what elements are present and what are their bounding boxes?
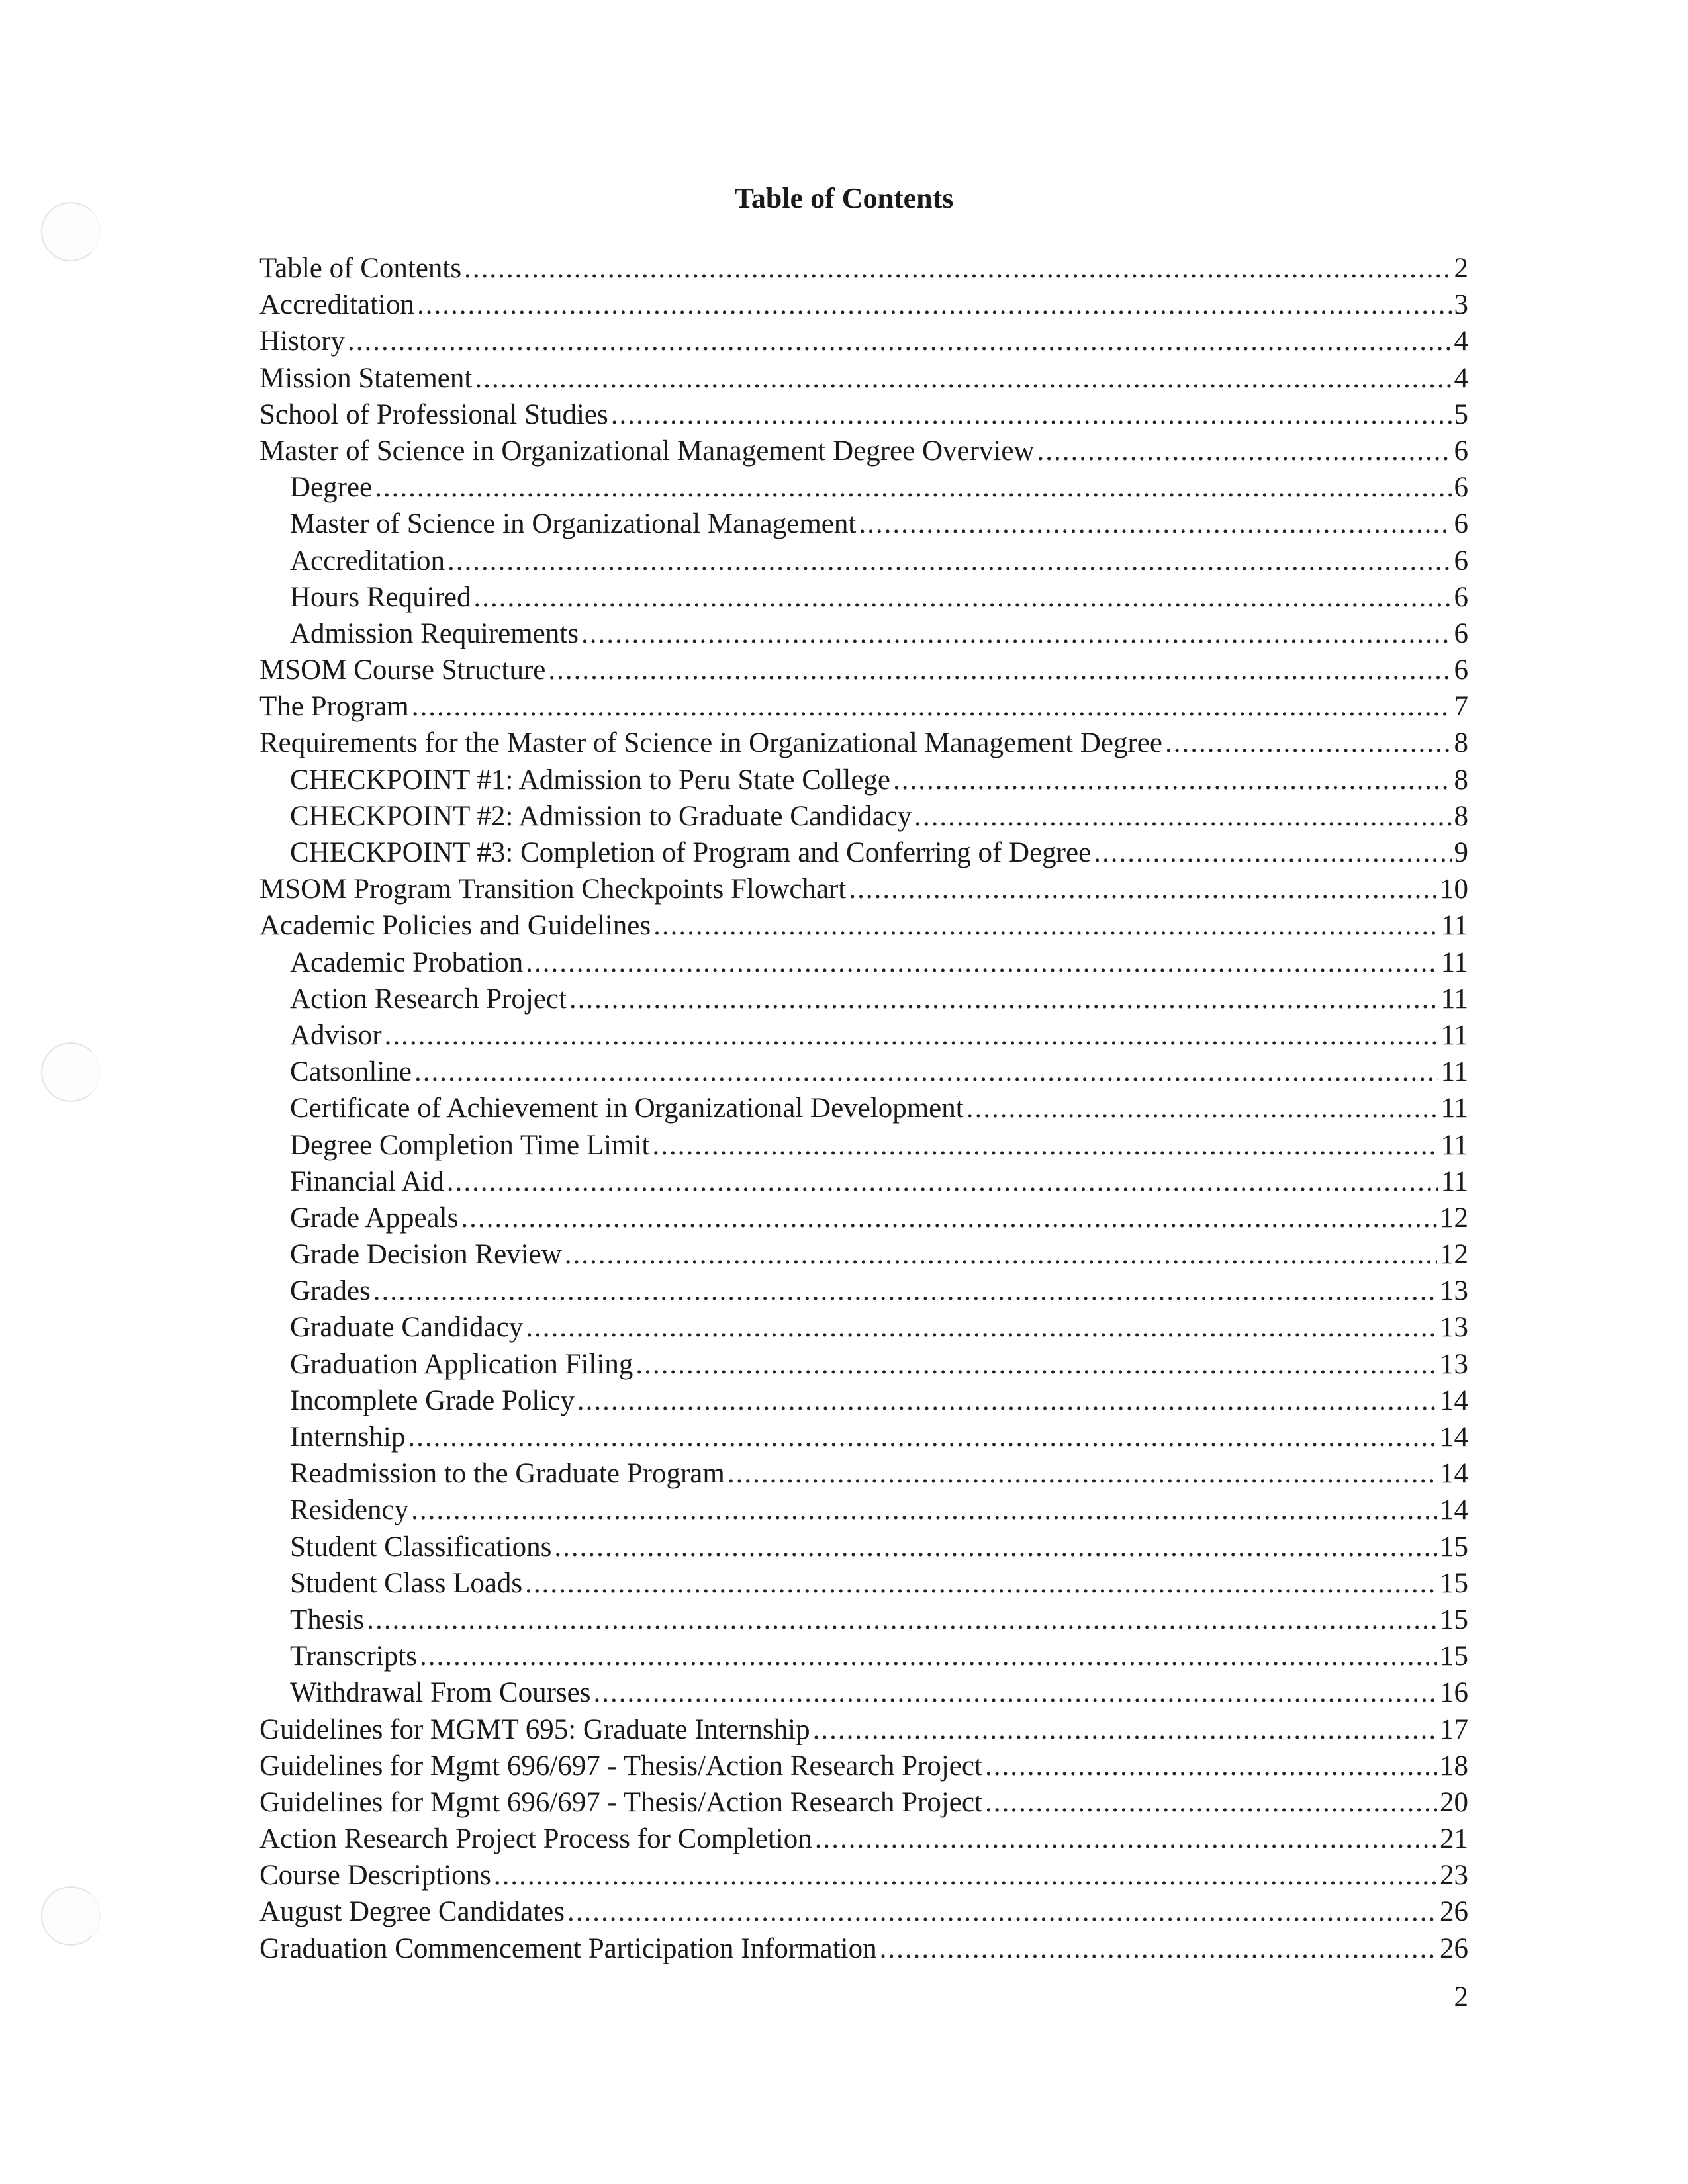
toc-dot-leader bbox=[526, 1309, 1437, 1345]
toc-entry bbox=[259, 1893, 1468, 1930]
toc-entry bbox=[259, 1273, 1468, 1309]
toc-entry-page: 14 bbox=[1440, 1458, 1468, 1490]
toc-dot-leader bbox=[1037, 433, 1452, 469]
toc-dot-leader bbox=[417, 287, 1451, 323]
toc-dot-leader bbox=[880, 1931, 1437, 1967]
toc-entry-label: Guidelines for Mgmt 696/697 - Thesis/Action Research Project bbox=[259, 1750, 982, 1782]
toc-dot-leader bbox=[464, 250, 1451, 287]
toc-entry-label: Withdrawal From Courses bbox=[290, 1677, 591, 1709]
toc-dot-leader bbox=[412, 688, 1452, 725]
toc-entry-label: Action Research Project bbox=[290, 983, 567, 1015]
toc-entry bbox=[259, 944, 1468, 981]
toc-dot-leader bbox=[348, 323, 1452, 359]
toc-entry-label: Admission Requirements bbox=[290, 617, 579, 649]
toc-entry-page: 18 bbox=[1440, 1750, 1468, 1782]
toc-entry-page: 26 bbox=[1440, 1896, 1468, 1928]
toc-entry-label: The Program bbox=[259, 691, 409, 723]
toc-entry-label: Transcripts bbox=[290, 1641, 417, 1672]
table-of-contents-list bbox=[259, 250, 1468, 1967]
toc-dot-leader bbox=[447, 543, 1451, 579]
toc-dot-leader bbox=[526, 944, 1438, 981]
toc-entry bbox=[259, 725, 1468, 761]
toc-dot-leader bbox=[525, 1565, 1437, 1602]
toc-entry-label: Academic Policies and Guidelines bbox=[259, 910, 651, 942]
toc-dot-leader bbox=[461, 1200, 1437, 1236]
toc-dot-leader bbox=[414, 1054, 1438, 1090]
toc-entry-page: 21 bbox=[1440, 1823, 1468, 1855]
toc-entry-page: 6 bbox=[1454, 581, 1468, 613]
toc-entry bbox=[259, 579, 1468, 615]
toc-entry bbox=[259, 1127, 1468, 1163]
toc-entry bbox=[259, 1492, 1468, 1528]
toc-dot-leader bbox=[635, 1346, 1437, 1383]
toc-entry bbox=[259, 1602, 1468, 1638]
toc-entry-label: CHECKPOINT #2: Admission to Graduate Candidacy bbox=[290, 800, 912, 832]
toc-entry-label: Student Classifications bbox=[290, 1531, 552, 1563]
toc-entry-label: Graduation Commencement Participation Information bbox=[259, 1933, 877, 1964]
toc-entry-page: 11 bbox=[1440, 1165, 1468, 1197]
toc-entry bbox=[259, 469, 1468, 506]
toc-dot-leader bbox=[653, 907, 1438, 944]
toc-entry-label: Table of Contents bbox=[259, 253, 462, 284]
toc-entry bbox=[259, 1565, 1468, 1602]
toc-entry-label: Action Research Project Process for Completion bbox=[259, 1823, 812, 1855]
toc-entry bbox=[259, 835, 1468, 871]
toc-dot-leader bbox=[385, 1017, 1438, 1054]
toc-entry-label: Mission Statement bbox=[259, 362, 473, 394]
toc-dot-leader bbox=[1094, 835, 1451, 871]
toc-dot-leader bbox=[859, 506, 1451, 542]
toc-entry-label: Readmission to the Graduate Program bbox=[290, 1458, 725, 1490]
toc-entry bbox=[259, 1163, 1468, 1200]
toc-dot-leader bbox=[408, 1419, 1437, 1455]
toc-dot-leader bbox=[849, 871, 1437, 907]
toc-entry bbox=[259, 360, 1468, 396]
toc-entry bbox=[259, 1419, 1468, 1455]
toc-entry-label: August Degree Candidates bbox=[259, 1896, 565, 1928]
toc-entry bbox=[259, 1090, 1468, 1126]
toc-entry bbox=[259, 1383, 1468, 1419]
toc-entry bbox=[259, 762, 1468, 798]
toc-entry bbox=[259, 1638, 1468, 1674]
toc-dot-leader bbox=[652, 1127, 1438, 1163]
toc-dot-leader bbox=[593, 1674, 1437, 1711]
toc-dot-leader bbox=[447, 1163, 1438, 1200]
toc-entry-page: 6 bbox=[1454, 435, 1468, 467]
toc-entry-label: Advisor bbox=[290, 1019, 382, 1051]
toc-entry bbox=[259, 1711, 1468, 1748]
toc-entry-page: 6 bbox=[1454, 655, 1468, 686]
toc-entry bbox=[259, 396, 1468, 433]
toc-entry-page: 10 bbox=[1440, 874, 1468, 905]
punch-hole-bottom bbox=[41, 1886, 101, 1946]
toc-entry bbox=[259, 1821, 1468, 1857]
toc-entry bbox=[259, 652, 1468, 688]
toc-entry-page: 8 bbox=[1454, 764, 1468, 796]
toc-entry-page: 15 bbox=[1440, 1641, 1468, 1672]
toc-entry-label: CHECKPOINT #3: Completion of Program and Conferring of Degree bbox=[290, 837, 1092, 868]
toc-dot-leader bbox=[548, 652, 1451, 688]
toc-entry-page: 17 bbox=[1440, 1713, 1468, 1745]
toc-entry-page: 15 bbox=[1440, 1567, 1468, 1599]
toc-entry-label: Grades bbox=[290, 1275, 371, 1307]
toc-entry-label: Academic Probation bbox=[290, 946, 524, 978]
toc-dot-leader bbox=[727, 1455, 1437, 1492]
page-title: Table of Contents bbox=[734, 182, 954, 214]
toc-dot-leader bbox=[577, 1383, 1437, 1419]
toc-dot-leader bbox=[567, 1893, 1437, 1930]
toc-dot-leader bbox=[473, 579, 1451, 615]
toc-entry-label: Student Class Loads bbox=[290, 1567, 523, 1599]
toc-entry-page: 13 bbox=[1440, 1348, 1468, 1380]
toc-dot-leader bbox=[815, 1821, 1437, 1857]
toc-entry-page: 6 bbox=[1454, 472, 1468, 504]
toc-entry-page: 11 bbox=[1440, 1056, 1468, 1088]
toc-entry bbox=[259, 1346, 1468, 1383]
toc-entry-page: 3 bbox=[1454, 289, 1468, 321]
toc-entry-page: 12 bbox=[1440, 1239, 1468, 1271]
toc-dot-leader bbox=[893, 762, 1452, 798]
toc-entry-page: 26 bbox=[1440, 1933, 1468, 1964]
toc-entry-label: Accreditation bbox=[290, 545, 445, 576]
toc-entry-page: 14 bbox=[1440, 1385, 1468, 1416]
toc-entry-page: 11 bbox=[1440, 946, 1468, 978]
toc-entry bbox=[259, 871, 1468, 907]
toc-dot-leader bbox=[581, 615, 1452, 652]
toc-entry-page: 13 bbox=[1440, 1312, 1468, 1343]
toc-entry-page: 6 bbox=[1454, 508, 1468, 540]
toc-entry-page: 15 bbox=[1440, 1531, 1468, 1563]
toc-entry-page: 6 bbox=[1454, 545, 1468, 576]
toc-entry-page: 2 bbox=[1454, 253, 1468, 284]
toc-entry bbox=[259, 1200, 1468, 1236]
toc-entry-label: Master of Science in Organizational Management Degree Overview bbox=[259, 435, 1035, 467]
toc-dot-leader bbox=[985, 1748, 1437, 1784]
toc-dot-leader bbox=[569, 981, 1438, 1017]
toc-entry-page: 11 bbox=[1440, 1129, 1468, 1161]
toc-dot-leader bbox=[966, 1090, 1438, 1126]
toc-entry-label: Graduate Candidacy bbox=[290, 1312, 524, 1343]
toc-entry-label: Requirements for the Master of Science in Organizational Management Degree bbox=[259, 727, 1162, 759]
toc-dot-leader bbox=[375, 469, 1451, 506]
page-number: 2 bbox=[1454, 1981, 1468, 2013]
toc-entry-page: 16 bbox=[1440, 1677, 1468, 1709]
toc-entry-label: Catsonline bbox=[290, 1056, 412, 1088]
toc-entry-page: 20 bbox=[1440, 1786, 1468, 1818]
toc-dot-leader bbox=[554, 1529, 1437, 1565]
toc-dot-leader bbox=[1165, 725, 1452, 761]
toc-dot-leader bbox=[475, 360, 1451, 396]
toc-entry-page: 4 bbox=[1454, 326, 1468, 357]
toc-dot-leader bbox=[367, 1602, 1437, 1638]
toc-entry bbox=[259, 1674, 1468, 1711]
toc-dot-leader bbox=[373, 1273, 1437, 1309]
toc-entry-page: 12 bbox=[1440, 1202, 1468, 1234]
toc-dot-leader bbox=[494, 1857, 1437, 1893]
toc-entry-page: 11 bbox=[1440, 983, 1468, 1015]
toc-dot-leader bbox=[411, 1492, 1437, 1528]
toc-entry-label: CHECKPOINT #1: Admission to Peru State College bbox=[290, 764, 890, 796]
toc-entry-page: 5 bbox=[1454, 398, 1468, 430]
toc-entry-page: 11 bbox=[1440, 1019, 1468, 1051]
toc-entry-label: Grade Appeals bbox=[290, 1202, 459, 1234]
toc-entry-page: 9 bbox=[1454, 837, 1468, 868]
toc-entry bbox=[259, 1309, 1468, 1345]
toc-entry-label: Hours Required bbox=[290, 581, 471, 613]
toc-entry-label: Residency bbox=[290, 1494, 409, 1526]
toc-entry-page: 15 bbox=[1440, 1604, 1468, 1635]
toc-entry-label: Graduation Application Filing bbox=[290, 1348, 633, 1380]
punch-hole-middle bbox=[41, 1042, 101, 1102]
toc-entry-page: 11 bbox=[1440, 910, 1468, 942]
toc-entry-label: Course Descriptions bbox=[259, 1860, 491, 1891]
toc-entry-label: Guidelines for MGMT 695: Graduate Internship bbox=[259, 1713, 810, 1745]
toc-entry-page: 14 bbox=[1440, 1422, 1468, 1453]
toc-entry bbox=[259, 323, 1468, 359]
toc-entry-label: History bbox=[259, 326, 345, 357]
toc-entry bbox=[259, 1236, 1468, 1273]
toc-entry bbox=[259, 433, 1468, 469]
toc-dot-leader bbox=[611, 396, 1452, 433]
toc-entry-label: Incomplete Grade Policy bbox=[290, 1385, 575, 1416]
toc-entry-page: 7 bbox=[1454, 691, 1468, 723]
toc-entry-page: 11 bbox=[1440, 1093, 1468, 1124]
toc-entry-label: Guidelines for Mgmt 696/697 - Thesis/Action Research Project bbox=[259, 1786, 982, 1818]
toc-entry bbox=[259, 981, 1468, 1017]
toc-entry-page: 8 bbox=[1454, 727, 1468, 759]
toc-entry-label: Accreditation bbox=[259, 289, 415, 321]
toc-entry bbox=[259, 250, 1468, 287]
toc-dot-leader bbox=[914, 798, 1451, 835]
toc-entry-label: Internship bbox=[290, 1422, 406, 1453]
toc-entry-page: 14 bbox=[1440, 1494, 1468, 1526]
toc-entry bbox=[259, 1931, 1468, 1967]
toc-entry bbox=[259, 688, 1468, 725]
toc-entry-page: 4 bbox=[1454, 362, 1468, 394]
toc-entry bbox=[259, 1455, 1468, 1492]
toc-entry-label: Degree Completion Time Limit bbox=[290, 1129, 650, 1161]
toc-entry-label: MSOM Program Transition Checkpoints Flowchart bbox=[259, 874, 847, 905]
toc-dot-leader bbox=[565, 1236, 1437, 1273]
toc-entry-label: Grade Decision Review bbox=[290, 1239, 562, 1271]
toc-entry-label: Degree bbox=[290, 472, 373, 504]
toc-entry-label: Financial Aid bbox=[290, 1165, 444, 1197]
toc-entry-page: 6 bbox=[1454, 617, 1468, 649]
toc-entry bbox=[259, 543, 1468, 579]
toc-entry bbox=[259, 1054, 1468, 1090]
toc-entry bbox=[259, 798, 1468, 835]
toc-entry bbox=[259, 506, 1468, 542]
toc-entry-page: 8 bbox=[1454, 800, 1468, 832]
toc-entry-label: Thesis bbox=[290, 1604, 365, 1635]
toc-entry bbox=[259, 1529, 1468, 1565]
toc-dot-leader bbox=[813, 1711, 1437, 1748]
toc-dot-leader bbox=[420, 1638, 1437, 1674]
toc-entry bbox=[259, 907, 1468, 944]
toc-entry-label: MSOM Course Structure bbox=[259, 655, 546, 686]
toc-entry bbox=[259, 1784, 1468, 1821]
toc-entry-page: 23 bbox=[1440, 1860, 1468, 1891]
toc-entry-label: School of Professional Studies bbox=[259, 398, 608, 430]
toc-entry bbox=[259, 615, 1468, 652]
toc-entry-label: Certificate of Achievement in Organizational Development bbox=[290, 1093, 964, 1124]
toc-entry bbox=[259, 1748, 1468, 1784]
toc-dot-leader bbox=[985, 1784, 1437, 1821]
toc-entry bbox=[259, 1017, 1468, 1054]
toc-entry-page: 13 bbox=[1440, 1275, 1468, 1307]
toc-entry bbox=[259, 1857, 1468, 1893]
toc-entry bbox=[259, 287, 1468, 323]
toc-entry-label: Master of Science in Organizational Management bbox=[290, 508, 857, 540]
